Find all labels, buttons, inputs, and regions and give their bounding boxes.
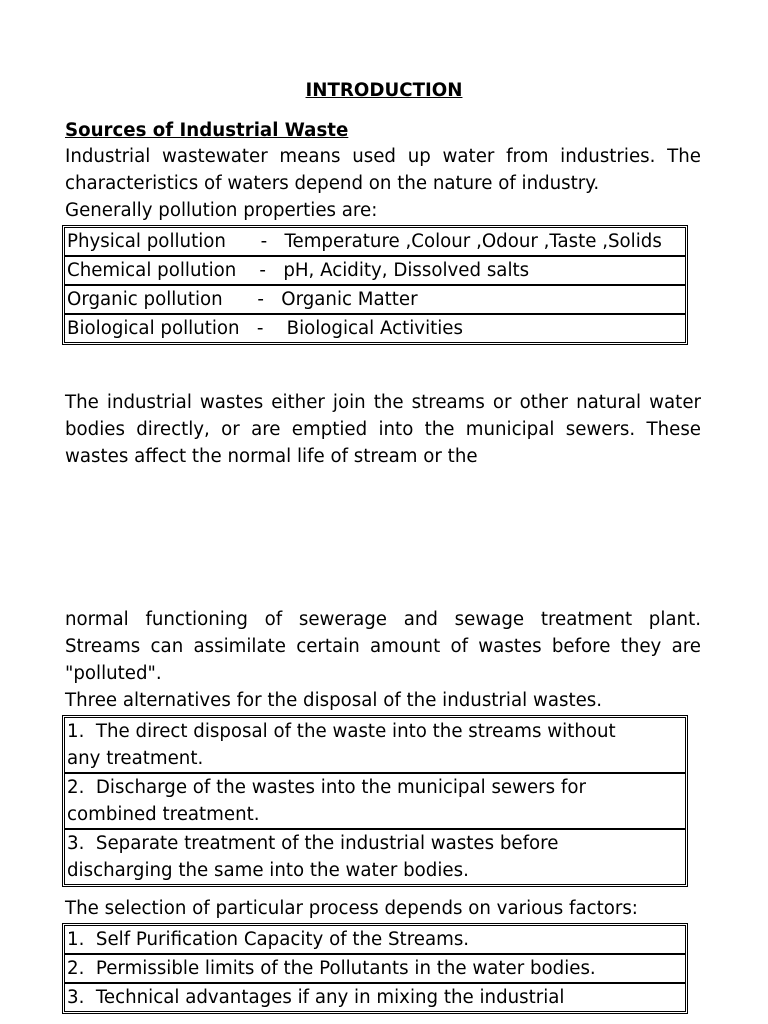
intro-paragraph: Industrial wastewater means used up water from industries. The characteristics of waters depend on the nature of industry.: [65, 146, 701, 195]
table-cell: Biological pollution - Biological Activities: [64, 314, 686, 343]
page-title: INTRODUCTION: [305, 80, 463, 101]
selection-factors-table: [62, 923, 688, 1014]
table-cell: 1. Self Purification Capacity of the Streams.: [64, 925, 686, 954]
table-row: [64, 717, 686, 773]
intro-paragraph-last-line: Generally pollution properties are:: [65, 200, 378, 221]
table-cell: Organic pollution - Organic Matter: [64, 285, 686, 314]
functioning-paragraph: normal functioning of sewerage and sewage treatment plant. Streams can assimilate certain amount of wastes before they are "polluted".: [65, 609, 701, 685]
section-heading: Sources of Industrial Waste: [65, 120, 349, 141]
table-row: [64, 773, 686, 829]
table-row: [64, 314, 686, 343]
selection-paragraph: The selection of particular process depends on various factors:: [65, 898, 638, 919]
table-cell: 3. Technical advantages if any in mixing the industrial: [64, 983, 686, 1012]
table-row: [64, 285, 686, 314]
wastes-paragraph: The industrial wastes either join the streams or other natural water bodies directly, or are emptied into the municipal sewers. These wastes affect the normal life of stream or the: [65, 392, 701, 468]
table-cell: Physical pollution - Temperature ,Colour ,Odour ,Taste ,Solids: [64, 227, 686, 256]
alternatives-intro: Three alternatives for the disposal of the industrial wastes.: [65, 690, 603, 711]
table-row: [64, 227, 686, 256]
table-row: [64, 829, 686, 885]
table-cell: [64, 717, 686, 773]
table-cell: Chemical pollution - pH, Acidity, Dissolved salts: [64, 256, 686, 285]
cell-line: 3. Separate treatment of the industrial wastes before: [67, 833, 559, 854]
cell-line: 1. The direct disposal of the waste into the streams without: [67, 721, 616, 742]
cell-line: discharging the same into the water bodies.: [67, 860, 469, 881]
table-row: [64, 256, 686, 285]
disposal-alternatives-table: [62, 715, 688, 887]
cell-line: 2. Discharge of the wastes into the municipal sewers for: [67, 777, 586, 798]
pollution-properties-table: [62, 225, 688, 345]
table-row: [64, 983, 686, 1012]
cell-line: combined treatment.: [67, 804, 260, 825]
table-row: [64, 925, 686, 954]
cell-line: any treatment.: [67, 748, 204, 769]
table-cell: [64, 773, 686, 829]
table-cell: 2. Permissible limits of the Pollutants in the water bodies.: [64, 954, 686, 983]
table-cell: [64, 829, 686, 885]
table-row: [64, 954, 686, 983]
